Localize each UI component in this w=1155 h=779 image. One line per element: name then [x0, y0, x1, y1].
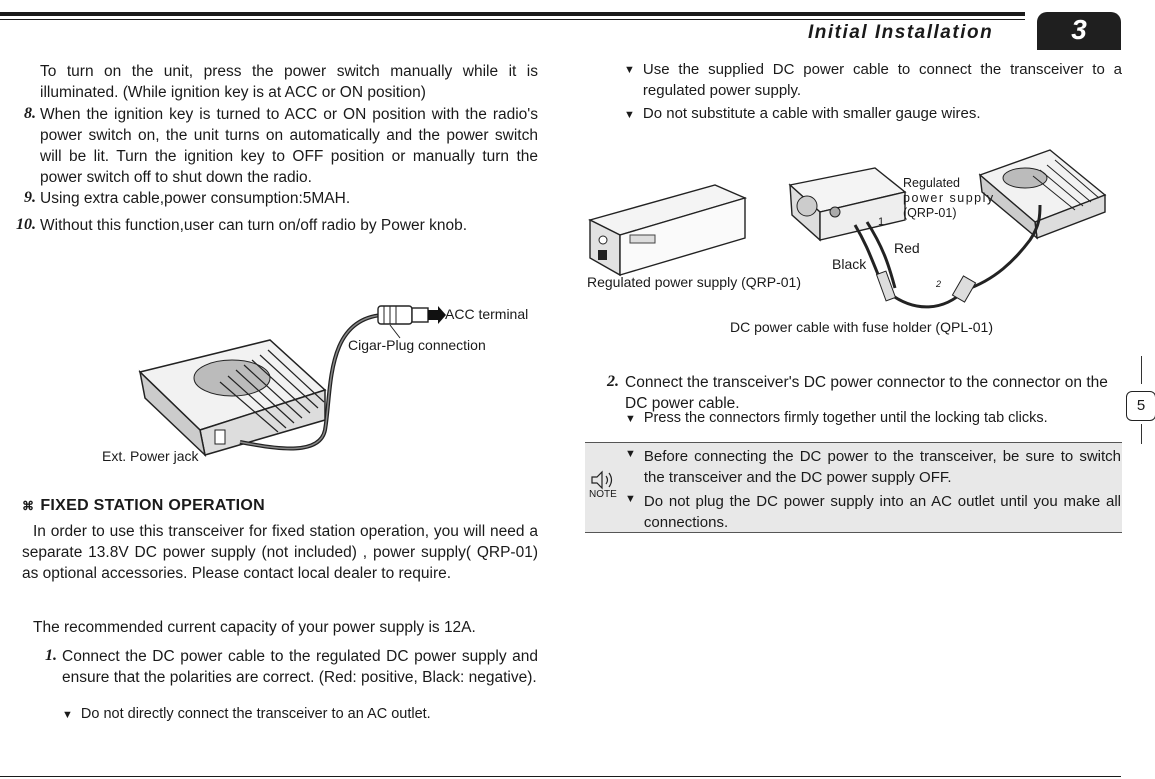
- speaker-icon: [589, 470, 619, 490]
- item-number: 10.: [16, 216, 36, 233]
- step-bullet-text: Do not directly connect the transceiver to an AC outlet.: [80, 706, 431, 722]
- cigar-plug: [378, 306, 435, 324]
- triangle-bullet-icon: ▼: [62, 709, 73, 721]
- chapter-title: Initial Installation: [808, 22, 994, 43]
- step-bullet: [62, 704, 538, 725]
- ext-power-jack-label: Ext. Power jack: [102, 448, 199, 464]
- psu-caption: Regulated power supply (QRP-01): [587, 274, 801, 290]
- step-bullet: [625, 408, 1121, 429]
- header-rule-thin: [0, 19, 1025, 20]
- page-number-line-top: [1141, 356, 1142, 384]
- step-number: 1.: [45, 647, 57, 664]
- label-line: (QRP-01): [903, 206, 957, 220]
- triangle-bullet-icon: ▼: [624, 64, 635, 76]
- triangle-bullet-icon: ▼: [624, 109, 635, 121]
- header-rule-thick: [0, 12, 1025, 16]
- bullet-text: Use the supplied DC power cable to connect the transceiver to a regulated power supply.: [642, 61, 1122, 99]
- note-bullet-text: Before connecting the DC power to the transceiver, be sure to switch the transceiver and the DC power supply OFF.: [643, 448, 1121, 486]
- cigar-plug-label: Cigar-Plug connection: [348, 337, 486, 353]
- power-supply-box: [590, 185, 745, 275]
- section-icon: ⌘: [22, 499, 35, 513]
- triangle-bullet-icon: ▼: [625, 448, 636, 460]
- section-title: FIXED STATION OPERATION: [40, 497, 265, 514]
- item-text: Using extra cable,power consumption:5MAH.: [40, 190, 351, 207]
- transceiver-front: [790, 168, 905, 240]
- section-heading: [22, 497, 265, 515]
- label-line: power supply: [903, 191, 995, 205]
- step-number: 2.: [607, 373, 619, 390]
- page-number: 5: [1126, 391, 1155, 421]
- note-bullet: [625, 491, 1121, 533]
- arrow-icon: [428, 306, 446, 324]
- note-bullet: [625, 446, 1121, 488]
- step-text: Connect the DC power cable to the regulated DC power supply and ensure that the polarities are correct. (Red: positive, Black: negative).: [62, 648, 538, 686]
- bullet-item: [624, 104, 1122, 125]
- footer-rule: [0, 776, 1121, 777]
- black-wire-label: Black: [832, 256, 867, 272]
- label-line: Regulated: [903, 176, 960, 190]
- bullet-item: [624, 59, 1122, 101]
- marker-one: 1: [878, 216, 885, 228]
- note-label: NOTE: [589, 489, 617, 500]
- acc-terminal-label: ACC terminal: [445, 306, 529, 322]
- step-bullet-text: Press the connectors firmly together until the locking tab clicks.: [643, 410, 1048, 426]
- item-number: 8.: [24, 105, 36, 122]
- marker-two: 2: [936, 279, 942, 289]
- triangle-bullet-icon: ▼: [625, 493, 636, 505]
- bullet-text: Do not substitute a cable with smaller gauge wires.: [642, 105, 981, 122]
- chapter-number: 3: [1071, 14, 1087, 45]
- cable-caption: DC power cable with fuse holder (QPL-01): [730, 319, 994, 335]
- step-text: Connect the transceiver's DC power connector to the connector on the DC power cable.: [625, 374, 1108, 412]
- red-wire-label: Red: [894, 240, 920, 256]
- intro-paragraph: To turn on the unit, press the power switch manually while it is illuminated. (While ignition key is at ACC or ON position): [40, 63, 538, 101]
- transceiver-top: [980, 150, 1105, 238]
- page-number-line-bottom: [1141, 424, 1142, 444]
- item-number: 9.: [24, 189, 36, 206]
- item-text: When the ignition key is turned to ACC or ON position with the radio's power switch on, the unit turns on automatically and the power switch will be lit. Turn the ignition key to OFF position or manually turn the power switch off to shut down the radio.: [40, 106, 538, 186]
- section-paragraph: In order to use this transceiver for fixed station operation, you will need a separate 13.8V DC power supply (not included) , power supply( QRP-01) as optional accessories. Please contact local dealer to require.: [22, 523, 538, 582]
- transceiver-illustration: [140, 340, 325, 455]
- recommend-paragraph: The recommended current capacity of your power supply is 12A.: [33, 619, 476, 636]
- triangle-bullet-icon: ▼: [625, 413, 636, 425]
- item-text: Without this function,user can turn on/off radio by Power knob.: [40, 217, 468, 234]
- regulated-psu-top-label: [903, 176, 995, 221]
- note-bullet-text: Do not plug the DC power supply into an AC outlet until you make all connections.: [643, 493, 1121, 531]
